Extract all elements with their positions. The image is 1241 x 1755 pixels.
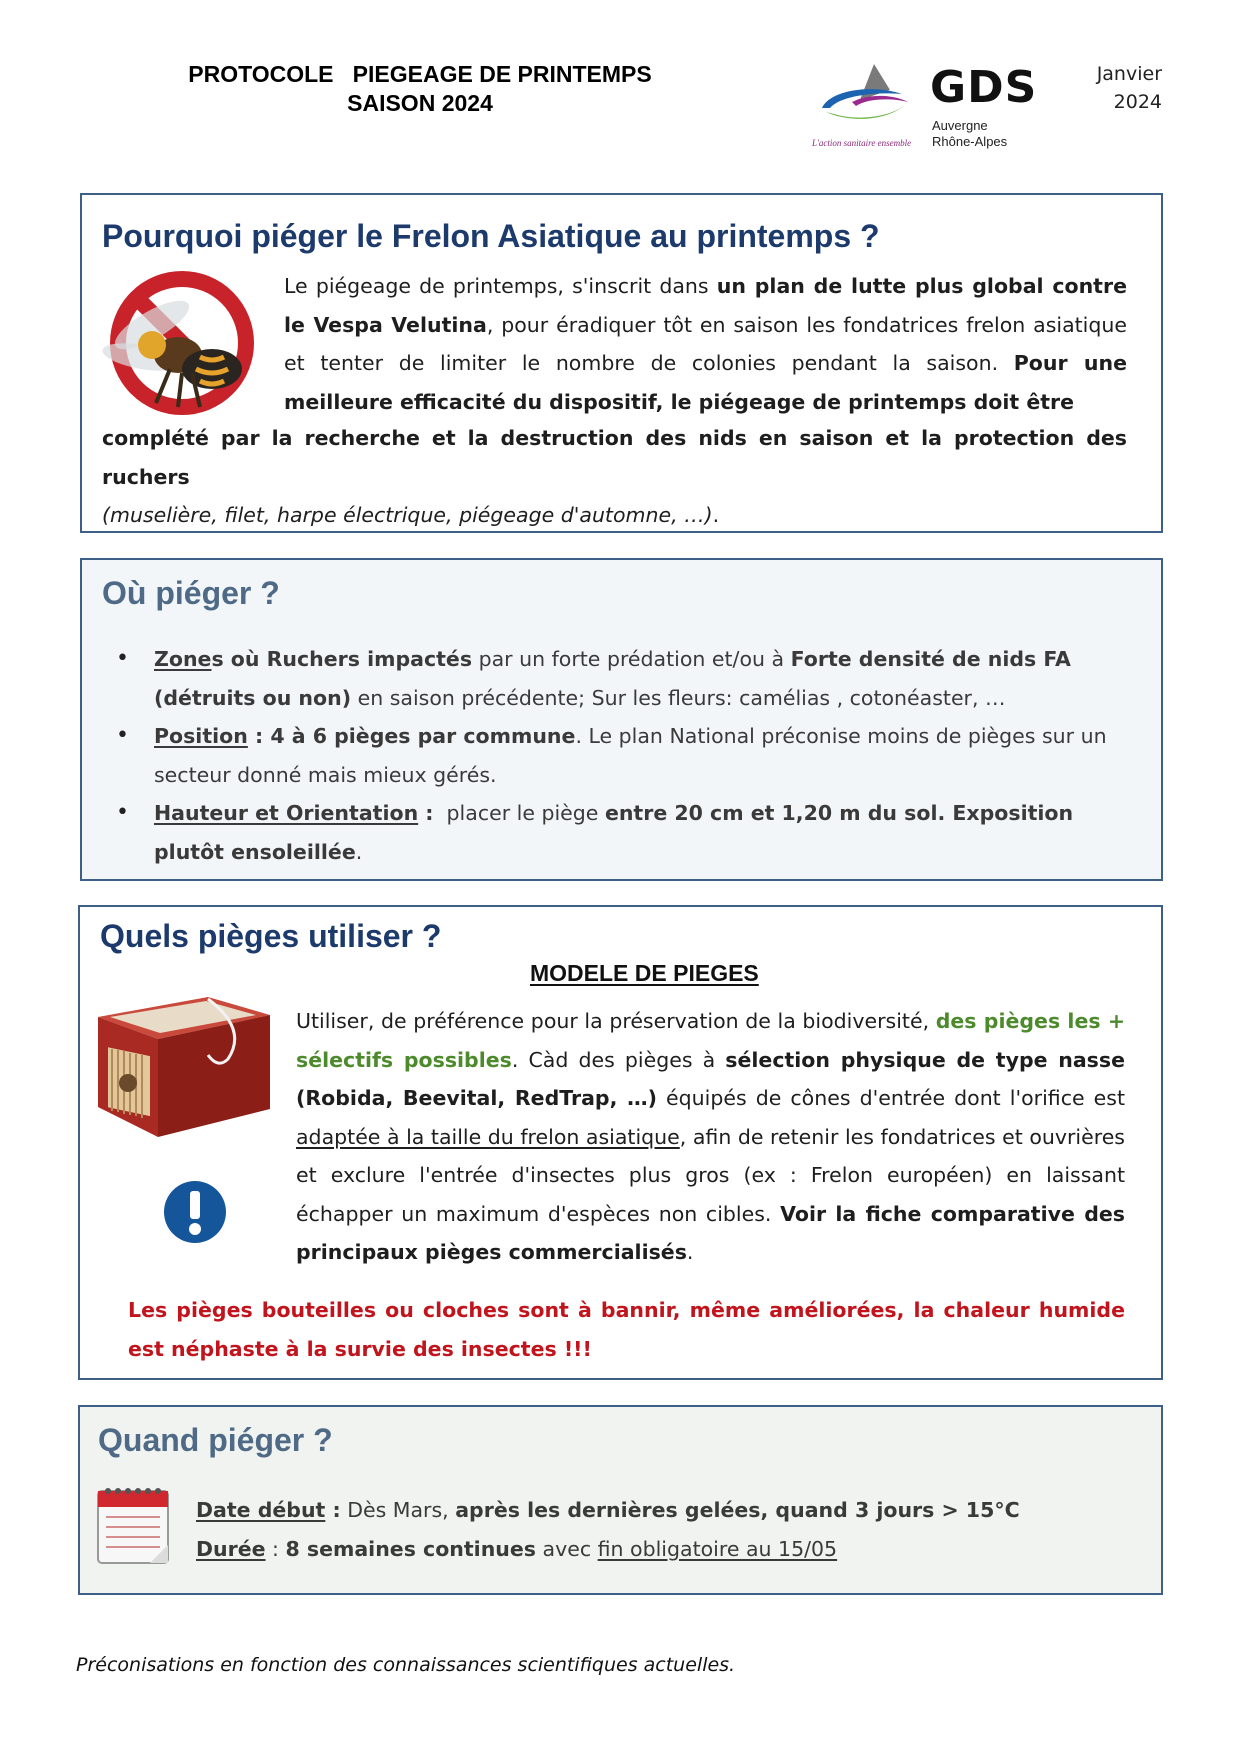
section-where-title: Où piéger ? bbox=[102, 575, 280, 611]
footer-note: Préconisations en fonction des connaissances scientifiques actuelles. bbox=[76, 1654, 736, 1676]
document-title bbox=[130, 60, 710, 118]
which-physical-selection: sélection physique de type nasse (Robida, Beevital, RedTrap, …) bbox=[296, 1047, 1125, 1110]
where-zones-text-2: en saison précédente; Sur les fleurs: camélias , cotonéaster, … bbox=[351, 685, 1006, 710]
logo-region-line-1: Auvergne bbox=[932, 118, 988, 133]
where-item-height bbox=[154, 794, 1129, 871]
which-selective-traps: des pièges les + sélectifs possibles bbox=[296, 1009, 1125, 1072]
which-adapted-size: adaptée à la taille du frelon asiatique bbox=[296, 1124, 680, 1149]
when-duration-label: Durée bbox=[196, 1536, 266, 1561]
where-item-position bbox=[154, 717, 1129, 794]
when-start-label: Date début bbox=[196, 1498, 326, 1522]
why-last-line bbox=[102, 496, 1127, 535]
where-height-text: placer le piège bbox=[433, 801, 605, 825]
logo-name: GDS bbox=[930, 62, 1038, 113]
where-zones-label: Zone bbox=[154, 647, 212, 671]
when-duration-weeks: 8 semaines continues bbox=[285, 1536, 536, 1561]
which-text-4: , afin de retenir les fondatrices et ouvrières et exclure l'entrée d'insectes plus gros (ex : Frelon européen) en laissant échapper un maximum d'espèces non cibles. bbox=[296, 1124, 1125, 1226]
where-zones-label-rest: s bbox=[211, 647, 224, 671]
where-height-colon: : bbox=[418, 801, 434, 825]
when-start-text: Dès Mars, bbox=[340, 1498, 456, 1522]
when-start-line bbox=[196, 1491, 1096, 1530]
why-text-1: Le piégeage de printemps, s'inscrit dans bbox=[284, 274, 717, 298]
where-height-end: . bbox=[355, 839, 363, 864]
where-zones-text-1: par un forte prédation et/ou à bbox=[472, 647, 791, 671]
section-where bbox=[80, 558, 1163, 881]
section-why-title: Pourquoi piéger le Frelon Asiatique au printemps ? bbox=[102, 218, 880, 254]
section-which-traps bbox=[78, 905, 1163, 1380]
gds-logo bbox=[812, 62, 1038, 162]
date-month: Janvier bbox=[1096, 63, 1162, 85]
when-start-colon: : bbox=[325, 1498, 341, 1522]
where-zones-bold-2: Forte densité de nids FA (détruits ou non) bbox=[154, 647, 1071, 710]
why-bold-2b bbox=[102, 419, 1127, 496]
section-when-title: Quand piéger ? bbox=[98, 1422, 333, 1458]
date-year: 2024 bbox=[1113, 91, 1162, 113]
calendar-icon bbox=[94, 1483, 174, 1567]
where-list bbox=[154, 640, 1129, 871]
trap-warning: Les pièges bouteilles ou cloches sont à bannir, même améliorées, la chaleur humide est néphaste à la survie des insectes !!! bbox=[128, 1298, 1125, 1361]
where-position-label: Position bbox=[154, 724, 248, 748]
title-line-2: SAISON 2024 bbox=[347, 90, 493, 116]
when-end-date: fin obligatoire au 15/05 bbox=[597, 1536, 838, 1561]
why-bold-1: un plan de lutte plus global contre le Vespa Velutina bbox=[284, 274, 1127, 337]
section-why-paragraph-intro bbox=[284, 267, 1127, 421]
which-text-3: équipés de cônes d'entrée dont l'orifice est bbox=[656, 1086, 1125, 1110]
section-why-paragraph-end bbox=[102, 419, 1127, 535]
section-which-paragraph bbox=[296, 1002, 1125, 1272]
gds-logo-mark-icon bbox=[812, 62, 930, 142]
where-height-label: Hauteur et Orientation bbox=[154, 801, 419, 825]
trap-box-icon bbox=[88, 987, 278, 1147]
why-italic: (muselière, filet, harpe électrique, piégeage d'automne, …) bbox=[102, 503, 713, 527]
where-position-text: . Le plan National préconise moins de pièges sur un secteur donné mais mieux gérés. bbox=[154, 724, 1107, 787]
when-duration-colon: : bbox=[265, 1536, 286, 1561]
when-duration-text: avec bbox=[536, 1536, 598, 1561]
which-text-1: Utiliser, de préférence pour la préservation de la biodiversité, bbox=[296, 1009, 936, 1033]
document-date bbox=[1070, 60, 1162, 116]
logo-region-line-2: Rhône-Alpes bbox=[932, 134, 1008, 149]
why-text-2: , pour éradiquer tôt en saison les fondatrices frelon asiatique et tenter de limiter le nombre de colonies pendant la saison. bbox=[284, 312, 1127, 375]
why-bold-2b-text: complété par la recherche et la destruction des nids en saison et la protection des ruchers bbox=[102, 426, 1127, 489]
which-text-2: . Càd des pièges à bbox=[511, 1047, 726, 1072]
where-position-colon: : bbox=[247, 724, 271, 748]
section-why bbox=[80, 193, 1163, 533]
logo-region bbox=[932, 118, 1007, 150]
where-position-bold: 4 à 6 pièges par commune bbox=[270, 724, 576, 748]
when-details bbox=[196, 1491, 1096, 1568]
when-start-condition: après les dernières gelées, quand 3 jours > 15°C bbox=[455, 1498, 1020, 1522]
section-which-title: Quels pièges utiliser ? bbox=[100, 918, 442, 954]
where-item-zones bbox=[154, 640, 1129, 717]
which-see-sheet: Voir la fiche comparative des principaux pièges commercialisés bbox=[296, 1201, 1125, 1264]
no-hornet-icon bbox=[82, 265, 264, 425]
logo-tagline: L'action sanitaire ensemble bbox=[812, 138, 912, 148]
where-height-bold: entre 20 cm et 1,20 m du sol. Exposition plutôt ensoleillée bbox=[154, 801, 1074, 864]
where-zones-bold-1: où Ruchers impactés bbox=[223, 647, 473, 671]
section-when bbox=[78, 1405, 1163, 1595]
title-line-1: PROTOCOLE PIEGEAGE DE PRINTEMPS bbox=[188, 61, 652, 87]
why-bold-2a: Pour une meilleure efficacité du dispositif, le piégeage de printemps doit être bbox=[284, 351, 1127, 414]
which-text-5: . bbox=[686, 1240, 694, 1264]
important-notice-icon bbox=[162, 1179, 228, 1245]
models-subtitle: MODELE DE PIEGES bbox=[530, 960, 759, 986]
why-end: . bbox=[712, 503, 720, 527]
when-duration-line bbox=[196, 1530, 1096, 1569]
